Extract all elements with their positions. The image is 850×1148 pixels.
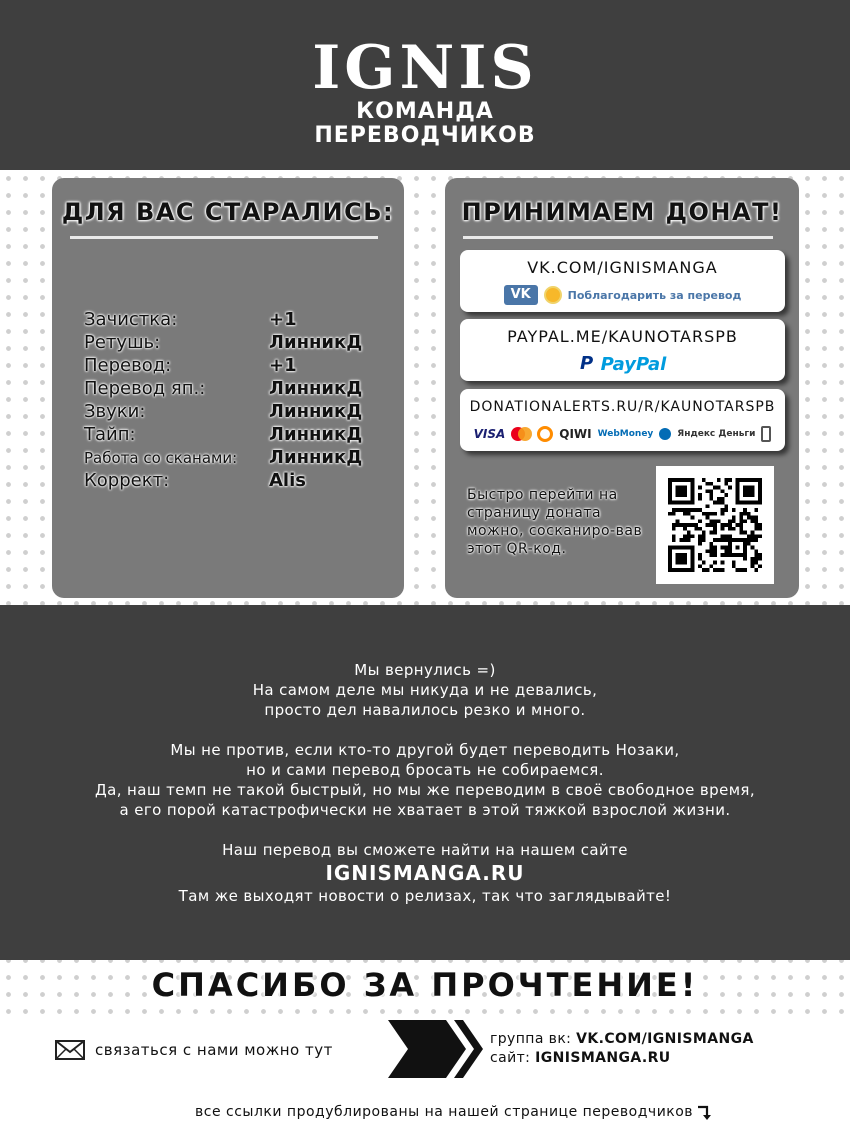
mail-icon [55,1040,85,1060]
brand-subtitle-line2: ПЕРЕВОДЧИКОВ [314,123,536,148]
credit-name: ЛинникД [269,424,363,445]
credit-name: ЛинникД [269,378,363,399]
vk-group-label: группа вк: [490,1031,572,1047]
vk-donate-card[interactable] [460,250,785,312]
qr-code-box[interactable] [656,466,774,584]
credit-role: Ретушь: [84,332,161,353]
brand-subtitle-line1: КОМАНДА [356,99,494,124]
site-label: сайт: [490,1050,531,1066]
credits-title: ДЛЯ ВАС СТАРАЛИСЬ: [61,198,395,226]
vk-donate-note: Поблагодарить за перевод [567,288,742,302]
visa-logo: VISA [473,427,506,441]
credit-row [84,469,384,492]
donate-divider [463,236,773,239]
donate-panel [445,178,799,598]
qr-code-icon [668,478,762,572]
footer-note-text: все ссылки продублированы на нашей странице переводчиков [195,1104,694,1120]
message-line: но и сами перевод бросать не собираемся. [246,761,604,779]
credits-divider [70,236,378,239]
credit-name: +1 [269,355,297,376]
credit-row [84,423,384,446]
contact-row [55,1040,333,1060]
credit-row [84,377,384,400]
links-block [490,1030,754,1068]
credit-name: ЛинникД [269,447,363,468]
message-line: Да, наш темп не такой быстрый, но мы же переводим в своё свободное время, [94,781,756,799]
globe-icon [659,428,671,440]
announcement [0,660,850,906]
footer-note [195,1103,711,1121]
brand-logo: IGNIS [312,33,538,103]
corner-down-arrow-icon [697,1103,711,1121]
mastercard-icon [511,427,531,441]
paypal-donate-card[interactable] [460,319,785,381]
paypal-icon: P [580,353,594,374]
thanks-heading: СПАСИБО ЗА ПРОЧТЕНИЕ! [151,966,699,1004]
message-line: На самом деле мы никуда и не девались, [252,681,598,699]
arrow-right-icon [388,1020,483,1078]
credit-role: Зачистка: [84,309,178,330]
credit-name: +1 [269,309,297,330]
credit-row [84,331,384,354]
vk-group-row [490,1030,754,1049]
webmoney-logo: WebMoney [597,429,654,439]
credits-panel [52,178,404,598]
site-row [490,1049,754,1068]
phone-icon [761,426,771,442]
message-line: а его порой катастрофически не хватает в этой тяжкой взрослой жизни. [119,801,731,819]
message-line: Мы не против, если кто-то другой будет переводить Нозаки, [170,741,680,759]
credit-row [84,400,384,423]
qr-note: Быстро перейти на страницу доната можно, сосканиро-вав этот QR-код. [467,487,643,557]
paypal-donate-link[interactable]: PAYPAL.ME/KAUNOTARSPB [507,327,738,346]
credit-role: Тайп: [84,424,136,445]
credit-role: Работа со сканами: [84,448,238,467]
credit-role: Коррект: [84,470,170,491]
message-line: просто дел навалилось резко и много. [264,701,586,719]
vk-donate-link[interactable]: VK.COM/IGNISMANGA [527,258,718,277]
donationalerts-donate-card[interactable] [460,389,785,451]
donate-title: ПРИНИМАЕМ ДОНАТ! [461,198,783,226]
credit-role: Перевод яп.: [84,378,206,399]
site-link-footer[interactable]: IGNISMANGA.RU [535,1050,671,1066]
credit-name: ЛинникД [269,401,363,422]
credit-role: Звуки: [84,401,146,422]
message-spacer [0,820,850,840]
message-line: Мы вернулись =) [354,661,496,679]
yandex-money-logo: Яндекс Деньги [677,429,756,439]
vk-group-link[interactable]: VK.COM/IGNISMANGA [576,1031,754,1047]
credit-row [84,354,384,377]
paypal-brand: PayPal [600,353,667,375]
qiwi-icon [537,426,553,442]
coin-icon [544,286,562,304]
credit-row [84,446,384,469]
credit-row [84,308,384,331]
contact-text: связаться с нами можно тут [95,1041,333,1059]
qiwi-logo: QIWI [559,427,592,441]
message-line: Там же выходят новости о релизах, так что заглядывайте! [178,887,672,905]
vk-logo-icon: VK [504,285,538,305]
site-link[interactable]: IGNISMANGA.RU [325,861,525,885]
credit-name: Alis [269,470,306,491]
credits-list [84,308,384,492]
message-line: Наш перевод вы сможете найти на нашем сайте [222,841,628,859]
credit-role: Перевод: [84,355,172,376]
donationalerts-link[interactable]: DONATIONALERTS.RU/R/KAUNOTARSPB [469,399,776,415]
message-spacer [0,720,850,740]
credit-name: ЛинникД [269,332,363,353]
